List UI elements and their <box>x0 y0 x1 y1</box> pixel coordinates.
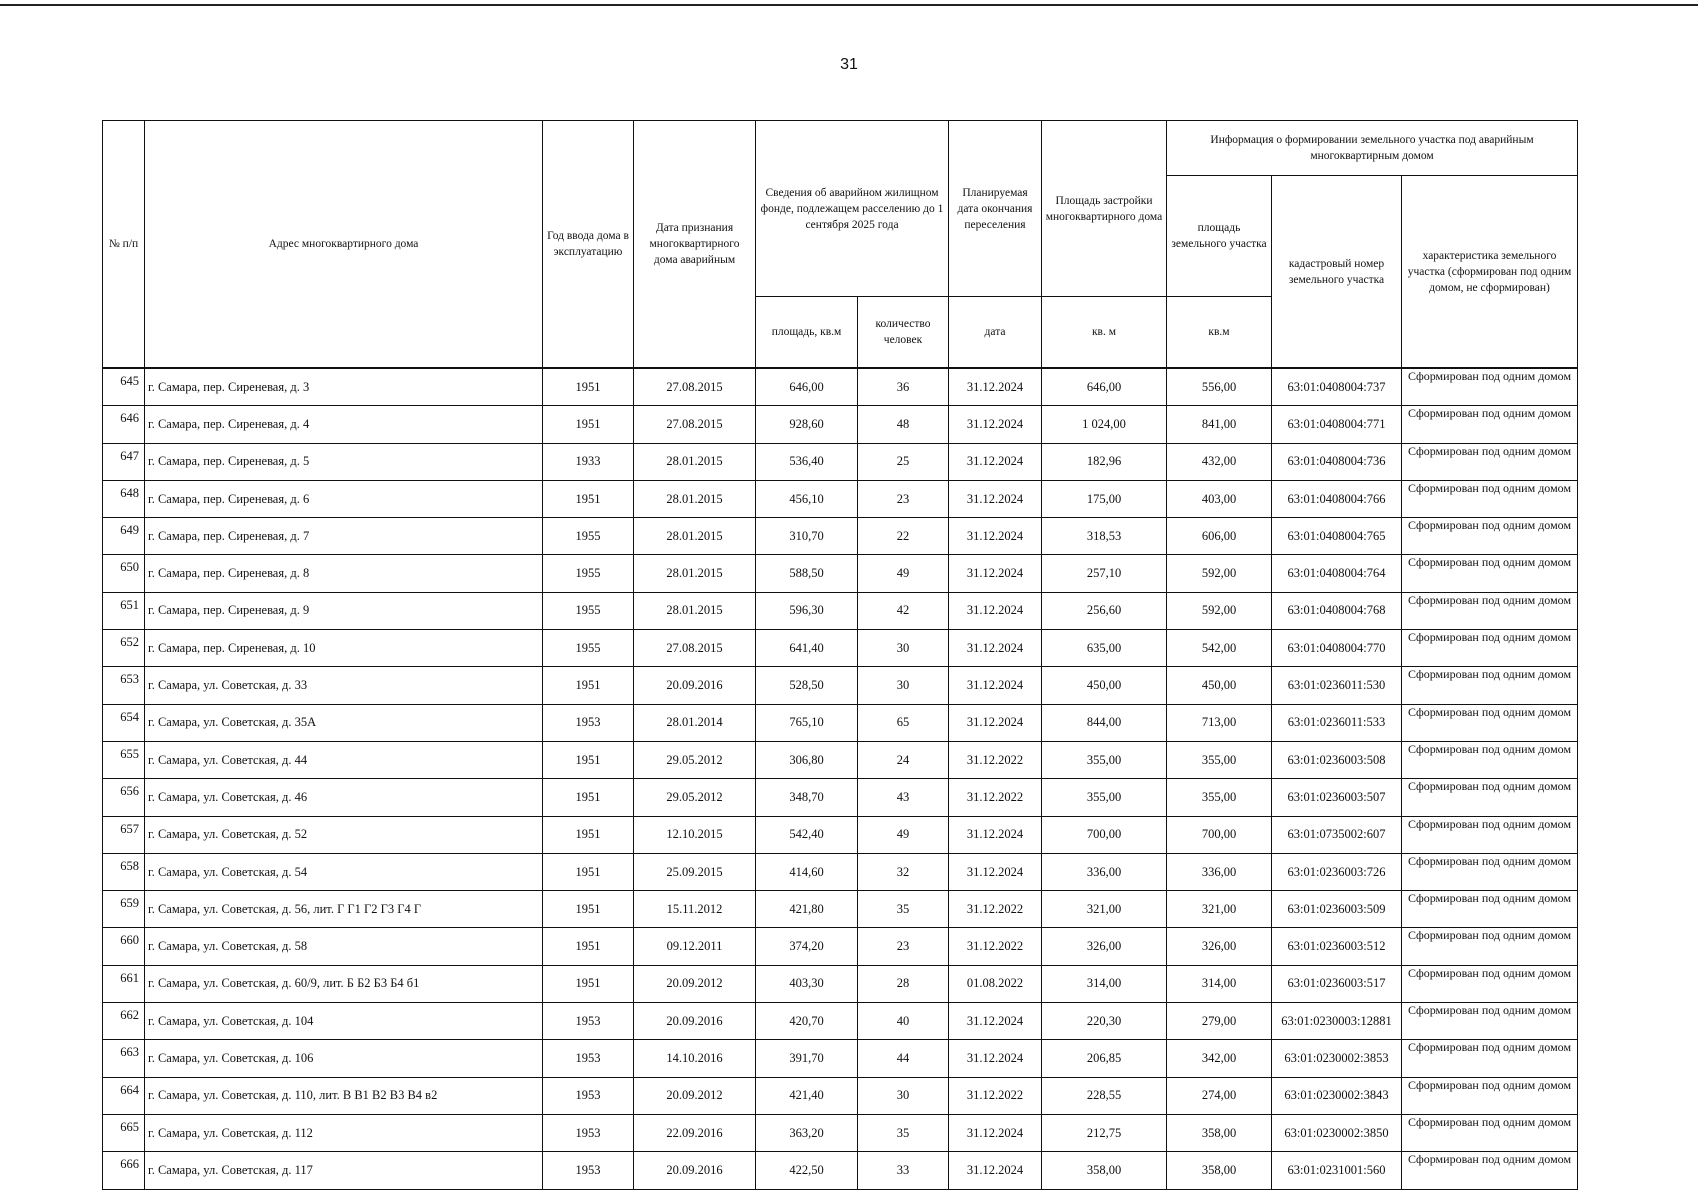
people-count-cell: 22 <box>858 518 949 555</box>
people-count-cell: 44 <box>858 1040 949 1077</box>
people-count-cell: 30 <box>858 1077 949 1114</box>
address-cell: г. Самара, пер. Сиреневая, д. 3 <box>145 368 543 406</box>
building-area-cell: 321,00 <box>1042 891 1167 928</box>
planned-end-cell: 31.12.2024 <box>949 1114 1042 1151</box>
date-recognized-cell: 28.01.2015 <box>634 480 756 517</box>
year-cell: 1953 <box>543 1077 634 1114</box>
header-building-area-unit: кв. м <box>1042 297 1167 369</box>
cadastral-number-cell: 63:01:0236003:726 <box>1272 853 1402 890</box>
cadastral-number-cell: 63:01:0735002:607 <box>1272 816 1402 853</box>
building-area-cell: 318,53 <box>1042 518 1167 555</box>
cadastral-number-cell: 63:01:0230002:3853 <box>1272 1040 1402 1077</box>
header-people-count: количество человек <box>858 297 949 369</box>
area-cell: 414,60 <box>756 853 858 890</box>
address-cell: г. Самара, ул. Советская, д. 112 <box>145 1114 543 1151</box>
land-area-cell: 713,00 <box>1167 704 1272 741</box>
header-land-info: Информация о формировании земельного участка под аварийным многоквартирным домом <box>1167 121 1578 176</box>
year-cell: 1951 <box>543 667 634 704</box>
date-recognized-cell: 29.05.2012 <box>634 779 756 816</box>
table-row <box>103 518 1578 555</box>
address-cell: г. Самара, пер. Сиреневая, д. 9 <box>145 592 543 629</box>
area-cell: 536,40 <box>756 443 858 480</box>
table-body <box>103 368 1578 1189</box>
area-cell: 596,30 <box>756 592 858 629</box>
table-row <box>103 630 1578 667</box>
year-cell: 1951 <box>543 853 634 890</box>
land-area-cell: 336,00 <box>1167 853 1272 890</box>
building-area-cell: 206,85 <box>1042 1040 1167 1077</box>
row-number: 651 <box>103 592 145 629</box>
people-count-cell: 65 <box>858 704 949 741</box>
planned-end-cell: 31.12.2024 <box>949 368 1042 406</box>
address-cell: г. Самара, ул. Советская, д. 46 <box>145 779 543 816</box>
top-border-line <box>0 4 1698 6</box>
area-cell: 348,70 <box>756 779 858 816</box>
land-area-cell: 403,00 <box>1167 480 1272 517</box>
date-recognized-cell: 20.09.2012 <box>634 965 756 1002</box>
address-cell: г. Самара, ул. Советская, д. 117 <box>145 1152 543 1189</box>
address-cell: г. Самара, пер. Сиреневая, д. 7 <box>145 518 543 555</box>
table-row <box>103 1040 1578 1077</box>
building-area-cell: 228,55 <box>1042 1077 1167 1114</box>
cadastral-number-cell: 63:01:0230003:12881 <box>1272 1003 1402 1040</box>
people-count-cell: 33 <box>858 1152 949 1189</box>
year-cell: 1953 <box>543 1040 634 1077</box>
area-cell: 306,80 <box>756 741 858 778</box>
emergency-housing-table <box>102 120 1578 1190</box>
cadastral-number-cell: 63:01:0236011:533 <box>1272 704 1402 741</box>
land-characteristic-cell: Сформирован под одним домом <box>1402 630 1578 667</box>
row-number: 660 <box>103 928 145 965</box>
building-area-cell: 256,60 <box>1042 592 1167 629</box>
planned-end-cell: 31.12.2024 <box>949 518 1042 555</box>
cadastral-number-cell: 63:01:0230002:3850 <box>1272 1114 1402 1151</box>
cadastral-number-cell: 63:01:0408004:766 <box>1272 480 1402 517</box>
address-cell: г. Самара, ул. Советская, д. 56, лит. Г Г1 Г2 Г3 Г4 Г <box>145 891 543 928</box>
land-characteristic-cell: Сформирован под одним домом <box>1402 480 1578 517</box>
cadastral-number-cell: 63:01:0408004:771 <box>1272 406 1402 443</box>
land-characteristic-cell: Сформирован под одним домом <box>1402 518 1578 555</box>
cadastral-number-cell: 63:01:0236003:507 <box>1272 779 1402 816</box>
table-header <box>103 121 1578 369</box>
planned-end-cell: 31.12.2022 <box>949 891 1042 928</box>
building-area-cell: 355,00 <box>1042 741 1167 778</box>
date-recognized-cell: 27.08.2015 <box>634 368 756 406</box>
year-cell: 1951 <box>543 965 634 1002</box>
cadastral-number-cell: 63:01:0408004:770 <box>1272 630 1402 667</box>
cadastral-number-cell: 63:01:0230002:3843 <box>1272 1077 1402 1114</box>
address-cell: г. Самара, пер. Сиреневая, д. 6 <box>145 480 543 517</box>
cadastral-number-cell: 63:01:0408004:765 <box>1272 518 1402 555</box>
row-number: 663 <box>103 1040 145 1077</box>
row-number: 649 <box>103 518 145 555</box>
date-recognized-cell: 28.01.2015 <box>634 592 756 629</box>
table-row <box>103 406 1578 443</box>
row-number: 652 <box>103 630 145 667</box>
year-cell: 1953 <box>543 1003 634 1040</box>
cadastral-number-cell: 63:01:0236003:512 <box>1272 928 1402 965</box>
area-cell: 310,70 <box>756 518 858 555</box>
row-number: 664 <box>103 1077 145 1114</box>
land-area-cell: 314,00 <box>1167 965 1272 1002</box>
people-count-cell: 42 <box>858 592 949 629</box>
header-land-char: характеристика земельного участка (сформирован под одним домом, не сформирован) <box>1402 176 1578 369</box>
row-number: 645 <box>103 368 145 406</box>
row-number: 658 <box>103 853 145 890</box>
building-area-cell: 175,00 <box>1042 480 1167 517</box>
date-recognized-cell: 20.09.2016 <box>634 667 756 704</box>
row-number: 662 <box>103 1003 145 1040</box>
people-count-cell: 49 <box>858 816 949 853</box>
land-area-cell: 450,00 <box>1167 667 1272 704</box>
building-area-cell: 358,00 <box>1042 1152 1167 1189</box>
planned-end-cell: 31.12.2024 <box>949 1040 1042 1077</box>
building-area-cell: 844,00 <box>1042 704 1167 741</box>
date-recognized-cell: 28.01.2015 <box>634 443 756 480</box>
land-characteristic-cell: Сформирован под одним домом <box>1402 406 1578 443</box>
header-year: Год ввода дома в эксплуатацию <box>543 121 634 369</box>
table-row <box>103 480 1578 517</box>
people-count-cell: 40 <box>858 1003 949 1040</box>
people-count-cell: 49 <box>858 555 949 592</box>
year-cell: 1953 <box>543 704 634 741</box>
people-count-cell: 28 <box>858 965 949 1002</box>
date-recognized-cell: 20.09.2016 <box>634 1152 756 1189</box>
planned-end-cell: 31.12.2024 <box>949 816 1042 853</box>
table-row <box>103 592 1578 629</box>
planned-end-cell: 01.08.2022 <box>949 965 1042 1002</box>
planned-end-cell: 31.12.2024 <box>949 406 1042 443</box>
cadastral-number-cell: 63:01:0236003:517 <box>1272 965 1402 1002</box>
area-cell: 403,30 <box>756 965 858 1002</box>
people-count-cell: 36 <box>858 368 949 406</box>
land-characteristic-cell: Сформирован под одним домом <box>1402 928 1578 965</box>
table-row <box>103 779 1578 816</box>
table-row <box>103 1152 1578 1189</box>
planned-end-cell: 31.12.2024 <box>949 443 1042 480</box>
building-area-cell: 212,75 <box>1042 1114 1167 1151</box>
table-row <box>103 704 1578 741</box>
building-area-cell: 635,00 <box>1042 630 1167 667</box>
table-row <box>103 1077 1578 1114</box>
land-area-cell: 342,00 <box>1167 1040 1272 1077</box>
table-row <box>103 1003 1578 1040</box>
people-count-cell: 25 <box>858 443 949 480</box>
address-cell: г. Самара, ул. Советская, д. 44 <box>145 741 543 778</box>
building-area-cell: 220,30 <box>1042 1003 1167 1040</box>
address-cell: г. Самара, ул. Советская, д. 33 <box>145 667 543 704</box>
planned-end-cell: 31.12.2022 <box>949 741 1042 778</box>
address-cell: г. Самара, пер. Сиреневая, д. 5 <box>145 443 543 480</box>
land-characteristic-cell: Сформирован под одним домом <box>1402 555 1578 592</box>
cadastral-number-cell: 63:01:0236011:530 <box>1272 667 1402 704</box>
land-characteristic-cell: Сформирован под одним домом <box>1402 368 1578 406</box>
building-area-cell: 182,96 <box>1042 443 1167 480</box>
date-recognized-cell: 28.01.2014 <box>634 704 756 741</box>
planned-end-cell: 31.12.2024 <box>949 1152 1042 1189</box>
area-cell: 542,40 <box>756 816 858 853</box>
row-number: 654 <box>103 704 145 741</box>
land-area-cell: 432,00 <box>1167 443 1272 480</box>
date-recognized-cell: 14.10.2016 <box>634 1040 756 1077</box>
year-cell: 1955 <box>543 630 634 667</box>
land-area-cell: 321,00 <box>1167 891 1272 928</box>
planned-end-cell: 31.12.2022 <box>949 779 1042 816</box>
table-row <box>103 965 1578 1002</box>
land-area-cell: 556,00 <box>1167 368 1272 406</box>
area-cell: 588,50 <box>756 555 858 592</box>
row-number: 648 <box>103 480 145 517</box>
header-building-area: Площадь застройки многоквартирного дома <box>1042 121 1167 297</box>
table-row <box>103 853 1578 890</box>
land-characteristic-cell: Сформирован под одним домом <box>1402 1114 1578 1151</box>
row-number: 666 <box>103 1152 145 1189</box>
date-recognized-cell: 28.01.2015 <box>634 555 756 592</box>
building-area-cell: 700,00 <box>1042 816 1167 853</box>
row-number: 650 <box>103 555 145 592</box>
people-count-cell: 23 <box>858 928 949 965</box>
address-cell: г. Самара, пер. Сиреневая, д. 8 <box>145 555 543 592</box>
planned-end-cell: 31.12.2024 <box>949 667 1042 704</box>
cadastral-number-cell: 63:01:0408004:768 <box>1272 592 1402 629</box>
row-number: 655 <box>103 741 145 778</box>
year-cell: 1933 <box>543 443 634 480</box>
land-area-cell: 358,00 <box>1167 1114 1272 1151</box>
land-characteristic-cell: Сформирован под одним домом <box>1402 816 1578 853</box>
building-area-cell: 314,00 <box>1042 965 1167 1002</box>
cadastral-number-cell: 63:01:0408004:737 <box>1272 368 1402 406</box>
header-planned-end: Планируемая дата окончания переселения <box>949 121 1042 297</box>
planned-end-cell: 31.12.2024 <box>949 555 1042 592</box>
address-cell: г. Самара, ул. Советская, д. 52 <box>145 816 543 853</box>
date-recognized-cell: 20.09.2016 <box>634 1003 756 1040</box>
people-count-cell: 35 <box>858 1114 949 1151</box>
year-cell: 1955 <box>543 555 634 592</box>
planned-end-cell: 31.12.2024 <box>949 630 1042 667</box>
land-characteristic-cell: Сформирован под одним домом <box>1402 704 1578 741</box>
cadastral-number-cell: 63:01:0231001:560 <box>1272 1152 1402 1189</box>
planned-end-cell: 31.12.2022 <box>949 1077 1042 1114</box>
table-row <box>103 891 1578 928</box>
table-row <box>103 816 1578 853</box>
address-cell: г. Самара, пер. Сиреневая, д. 10 <box>145 630 543 667</box>
address-cell: г. Самара, ул. Советская, д. 60/9, лит. Б Б2 Б3 Б4 б1 <box>145 965 543 1002</box>
people-count-cell: 48 <box>858 406 949 443</box>
planned-end-cell: 31.12.2024 <box>949 853 1042 890</box>
planned-end-cell: 31.12.2024 <box>949 704 1042 741</box>
land-characteristic-cell: Сформирован под одним домом <box>1402 1040 1578 1077</box>
building-area-cell: 1 024,00 <box>1042 406 1167 443</box>
table-row <box>103 1114 1578 1151</box>
people-count-cell: 35 <box>858 891 949 928</box>
building-area-cell: 646,00 <box>1042 368 1167 406</box>
planned-end-cell: 31.12.2024 <box>949 592 1042 629</box>
address-cell: г. Самара, ул. Советская, д. 35А <box>145 704 543 741</box>
land-area-cell: 700,00 <box>1167 816 1272 853</box>
year-cell: 1951 <box>543 480 634 517</box>
row-number: 653 <box>103 667 145 704</box>
planned-end-cell: 31.12.2024 <box>949 480 1042 517</box>
header-land-area-unit: кв.м <box>1167 297 1272 369</box>
year-cell: 1951 <box>543 741 634 778</box>
row-number: 646 <box>103 406 145 443</box>
land-area-cell: 542,00 <box>1167 630 1272 667</box>
address-cell: г. Самара, пер. Сиреневая, д. 4 <box>145 406 543 443</box>
address-cell: г. Самара, ул. Советская, д. 54 <box>145 853 543 890</box>
building-area-cell: 450,00 <box>1042 667 1167 704</box>
table-row <box>103 928 1578 965</box>
header-number: № п/п <box>103 121 145 369</box>
area-cell: 422,50 <box>756 1152 858 1189</box>
land-area-cell: 358,00 <box>1167 1152 1272 1189</box>
year-cell: 1953 <box>543 1114 634 1151</box>
row-number: 647 <box>103 443 145 480</box>
people-count-cell: 43 <box>858 779 949 816</box>
building-area-cell: 326,00 <box>1042 928 1167 965</box>
header-planned-end-date: дата <box>949 297 1042 369</box>
land-characteristic-cell: Сформирован под одним домом <box>1402 891 1578 928</box>
date-recognized-cell: 12.10.2015 <box>634 816 756 853</box>
page-number: 31 <box>840 56 858 73</box>
header-housing-info: Сведения об аварийном жилищном фонде, подлежащем расселению до 1 сентября 2025 года <box>756 121 949 297</box>
table-row <box>103 368 1578 406</box>
header-land-area: площадь земельного участка <box>1167 176 1272 297</box>
building-area-cell: 336,00 <box>1042 853 1167 890</box>
area-cell: 928,60 <box>756 406 858 443</box>
year-cell: 1951 <box>543 816 634 853</box>
land-area-cell: 606,00 <box>1167 518 1272 555</box>
area-cell: 363,20 <box>756 1114 858 1151</box>
year-cell: 1951 <box>543 779 634 816</box>
date-recognized-cell: 29.05.2012 <box>634 741 756 778</box>
land-area-cell: 279,00 <box>1167 1003 1272 1040</box>
address-cell: г. Самара, ул. Советская, д. 106 <box>145 1040 543 1077</box>
row-number: 661 <box>103 965 145 1002</box>
date-recognized-cell: 20.09.2012 <box>634 1077 756 1114</box>
people-count-cell: 23 <box>858 480 949 517</box>
land-characteristic-cell: Сформирован под одним домом <box>1402 1152 1578 1189</box>
header-cadastral: кадастровый номер земельного участка <box>1272 176 1402 369</box>
land-characteristic-cell: Сформирован под одним домом <box>1402 1077 1578 1114</box>
land-characteristic-cell: Сформирован под одним домом <box>1402 592 1578 629</box>
area-cell: 641,40 <box>756 630 858 667</box>
year-cell: 1953 <box>543 1152 634 1189</box>
land-characteristic-cell: Сформирован под одним домом <box>1402 779 1578 816</box>
table-row <box>103 741 1578 778</box>
header-area-sqm: площадь, кв.м <box>756 297 858 369</box>
year-cell: 1951 <box>543 928 634 965</box>
date-recognized-cell: 27.08.2015 <box>634 630 756 667</box>
cadastral-number-cell: 63:01:0236003:508 <box>1272 741 1402 778</box>
cadastral-number-cell: 63:01:0408004:764 <box>1272 555 1402 592</box>
area-cell: 765,10 <box>756 704 858 741</box>
area-cell: 421,40 <box>756 1077 858 1114</box>
header-date-recognized: Дата признания многоквартирного дома аварийным <box>634 121 756 369</box>
area-cell: 456,10 <box>756 480 858 517</box>
land-area-cell: 592,00 <box>1167 555 1272 592</box>
year-cell: 1955 <box>543 592 634 629</box>
year-cell: 1951 <box>543 368 634 406</box>
row-number: 657 <box>103 816 145 853</box>
area-cell: 374,20 <box>756 928 858 965</box>
land-characteristic-cell: Сформирован под одним домом <box>1402 443 1578 480</box>
date-recognized-cell: 15.11.2012 <box>634 891 756 928</box>
people-count-cell: 30 <box>858 667 949 704</box>
land-area-cell: 841,00 <box>1167 406 1272 443</box>
land-characteristic-cell: Сформирован под одним домом <box>1402 965 1578 1002</box>
building-area-cell: 257,10 <box>1042 555 1167 592</box>
date-recognized-cell: 22.09.2016 <box>634 1114 756 1151</box>
row-number: 656 <box>103 779 145 816</box>
people-count-cell: 30 <box>858 630 949 667</box>
cadastral-number-cell: 63:01:0236003:509 <box>1272 891 1402 928</box>
land-characteristic-cell: Сформирован под одним домом <box>1402 853 1578 890</box>
year-cell: 1951 <box>543 406 634 443</box>
land-area-cell: 274,00 <box>1167 1077 1272 1114</box>
land-area-cell: 592,00 <box>1167 592 1272 629</box>
building-area-cell: 355,00 <box>1042 779 1167 816</box>
table-row <box>103 555 1578 592</box>
date-recognized-cell: 25.09.2015 <box>634 853 756 890</box>
year-cell: 1955 <box>543 518 634 555</box>
area-cell: 646,00 <box>756 368 858 406</box>
planned-end-cell: 31.12.2022 <box>949 928 1042 965</box>
address-cell: г. Самара, ул. Советская, д. 104 <box>145 1003 543 1040</box>
area-cell: 420,70 <box>756 1003 858 1040</box>
table-row <box>103 667 1578 704</box>
row-number: 659 <box>103 891 145 928</box>
land-characteristic-cell: Сформирован под одним домом <box>1402 667 1578 704</box>
date-recognized-cell: 28.01.2015 <box>634 518 756 555</box>
date-recognized-cell: 27.08.2015 <box>634 406 756 443</box>
area-cell: 391,70 <box>756 1040 858 1077</box>
land-area-cell: 326,00 <box>1167 928 1272 965</box>
address-cell: г. Самара, ул. Советская, д. 110, лит. В В1 В2 В3 В4 в2 <box>145 1077 543 1114</box>
area-cell: 528,50 <box>756 667 858 704</box>
date-recognized-cell: 09.12.2011 <box>634 928 756 965</box>
land-area-cell: 355,00 <box>1167 779 1272 816</box>
year-cell: 1951 <box>543 891 634 928</box>
people-count-cell: 32 <box>858 853 949 890</box>
area-cell: 421,80 <box>756 891 858 928</box>
cadastral-number-cell: 63:01:0408004:736 <box>1272 443 1402 480</box>
header-address: Адрес многоквартирного дома <box>145 121 543 369</box>
land-characteristic-cell: Сформирован под одним домом <box>1402 741 1578 778</box>
people-count-cell: 24 <box>858 741 949 778</box>
planned-end-cell: 31.12.2024 <box>949 1003 1042 1040</box>
row-number: 665 <box>103 1114 145 1151</box>
table-row <box>103 443 1578 480</box>
land-area-cell: 355,00 <box>1167 741 1272 778</box>
address-cell: г. Самара, ул. Советская, д. 58 <box>145 928 543 965</box>
land-characteristic-cell: Сформирован под одним домом <box>1402 1003 1578 1040</box>
